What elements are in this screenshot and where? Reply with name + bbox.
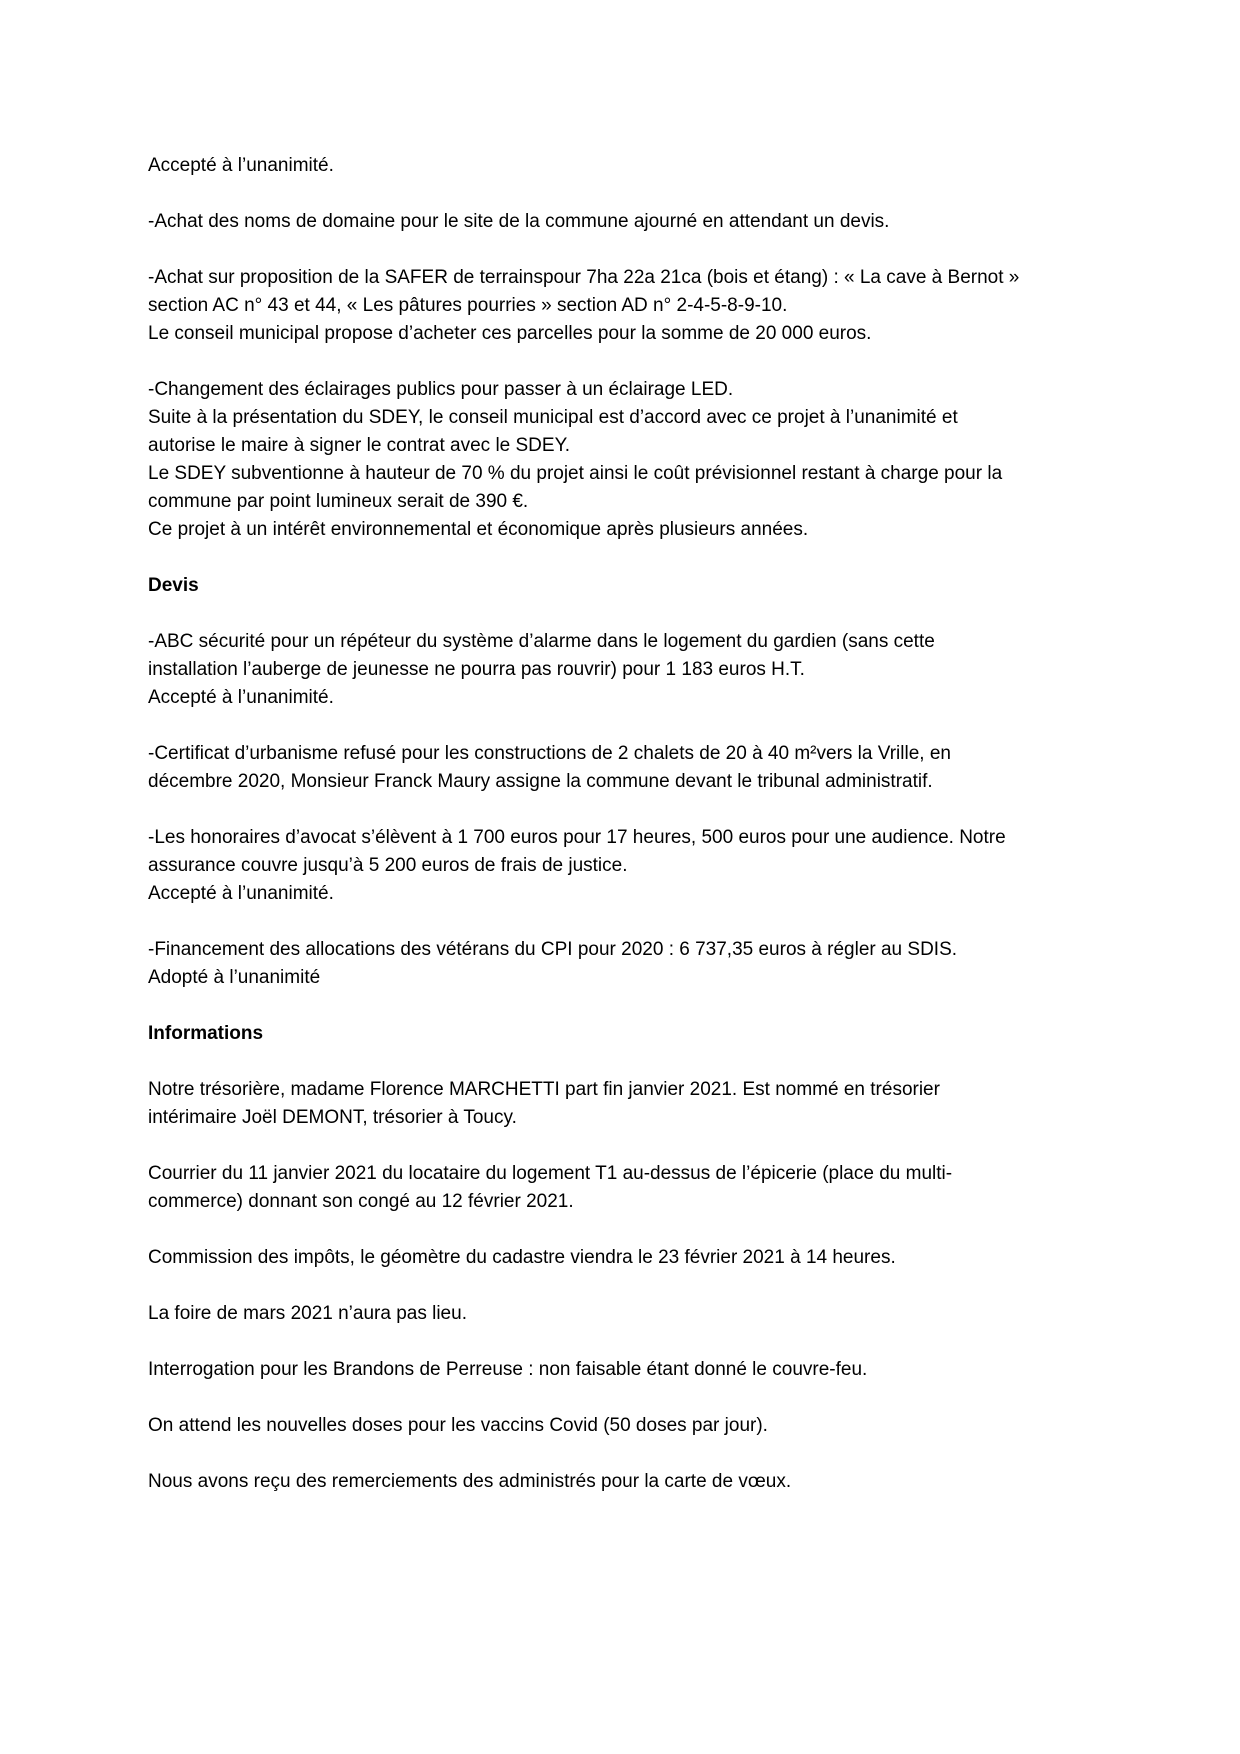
paragraph-line: -Les honoraires d’avocat s’élèvent à 1 700 euros pour 17 heures, 500 euros pour une audience. Notre [148, 827, 1006, 848]
document-page [148, 152, 1108, 1524]
paragraph-line: Adopté à l’unanimité [148, 967, 321, 988]
paragraph-line: décembre 2020, Monsieur Franck Maury assigne la commune devant le tribunal administratif. [148, 771, 933, 792]
domain-purchase-paragraph [148, 208, 1108, 236]
thanks-paragraph [148, 1468, 1108, 1496]
paragraph-line: Accepté à l’unanimité. [148, 687, 334, 708]
vaccines-paragraph [148, 1412, 1108, 1440]
informations-heading: Informations [148, 1023, 264, 1044]
paragraph-line: -Financement des allocations des vétérans du CPI pour 2020 : 6 737,35 euros à régler au SDIS. [148, 939, 958, 960]
alarm-quote-paragraph [148, 628, 1108, 712]
tax-commission-paragraph [148, 1244, 1108, 1272]
devis-heading: Devis [148, 575, 199, 596]
paragraph-line: Notre trésorière, madame Florence MARCHETTI part fin janvier 2021. Est nommé en trésorier [148, 1079, 940, 1100]
paragraph-line: Le conseil municipal propose d’acheter ces parcelles pour la somme de 20 000 euros. [148, 323, 872, 344]
paragraph-line: -Certificat d’urbanisme refusé pour les constructions de 2 chalets de 20 à 40 m²vers la Vrille, en [148, 743, 951, 764]
paragraph-line: Nous avons reçu des remerciements des administrés pour la carte de vœux. [148, 1471, 792, 1492]
paragraph-line: Accepté à l’unanimité. [148, 155, 334, 176]
letter-paragraph [148, 1160, 1108, 1216]
paragraph-line: Le SDEY subventionne à hauteur de 70 % du projet ainsi le coût prévisionnel restant à charge pour la [148, 463, 1003, 484]
paragraph-line: Accepté à l’unanimité. [148, 883, 334, 904]
paragraph-line: installation l’auberge de jeunesse ne pourra pas rouvrir) pour 1 183 euros H.T. [148, 659, 805, 680]
lawyer-fees-paragraph [148, 824, 1108, 908]
paragraph-line: -Changement des éclairages publics pour passer à un éclairage LED. [148, 379, 734, 400]
paragraph-line: Suite à la présentation du SDEY, le conseil municipal est d’accord avec ce projet à l’unanimité et [148, 407, 958, 428]
paragraph-line: assurance couvre jusqu’à 5 200 euros de frais de justice. [148, 855, 628, 876]
paragraph-line: On attend les nouvelles doses pour les vaccins Covid (50 doses par jour). [148, 1415, 768, 1436]
paragraph-line: Interrogation pour les Brandons de Perreuse : non faisable étant donné le couvre-feu. [148, 1359, 868, 1380]
intro-paragraph [148, 152, 1108, 180]
paragraph-line: intérimaire Joël DEMONT, trésorier à Toucy. [148, 1107, 517, 1128]
safer-purchase-paragraph [148, 264, 1108, 348]
paragraph-line: -ABC sécurité pour un répéteur du système d’alarme dans le logement du gardien (sans cette [148, 631, 935, 652]
paragraph-line: Courrier du 11 janvier 2021 du locataire du logement T1 au-dessus de l’épicerie (place du multi- [148, 1163, 953, 1184]
paragraph-line: commerce) donnant son congé au 12 février 2021. [148, 1191, 574, 1212]
fair-paragraph [148, 1300, 1108, 1328]
urbanisme-paragraph [148, 740, 1108, 796]
paragraph-line: -Achat des noms de domaine pour le site de la commune ajourné en attendant un devis. [148, 211, 890, 232]
lighting-paragraph [148, 376, 1108, 544]
paragraph-line: Commission des impôts, le géomètre du cadastre viendra le 23 février 2021 à 14 heures. [148, 1247, 896, 1268]
veterans-paragraph [148, 936, 1108, 992]
paragraph-line: section AC n° 43 et 44, « Les pâtures pourries » section AD n° 2-4-5-8-9-10. [148, 295, 788, 316]
paragraph-line: -Achat sur proposition de la SAFER de terrainspour 7ha 22a 21ca (bois et étang) : « La cave à Bernot » [148, 267, 1020, 288]
paragraph-line: La foire de mars 2021 n’aura pas lieu. [148, 1303, 467, 1324]
brandons-paragraph [148, 1356, 1108, 1384]
paragraph-line: Ce projet à un intérêt environnemental et économique après plusieurs années. [148, 519, 809, 540]
treasurer-paragraph [148, 1076, 1108, 1132]
paragraph-line: commune par point lumineux serait de 390 €. [148, 491, 529, 512]
paragraph-line: autorise le maire à signer le contrat avec le SDEY. [148, 435, 571, 456]
